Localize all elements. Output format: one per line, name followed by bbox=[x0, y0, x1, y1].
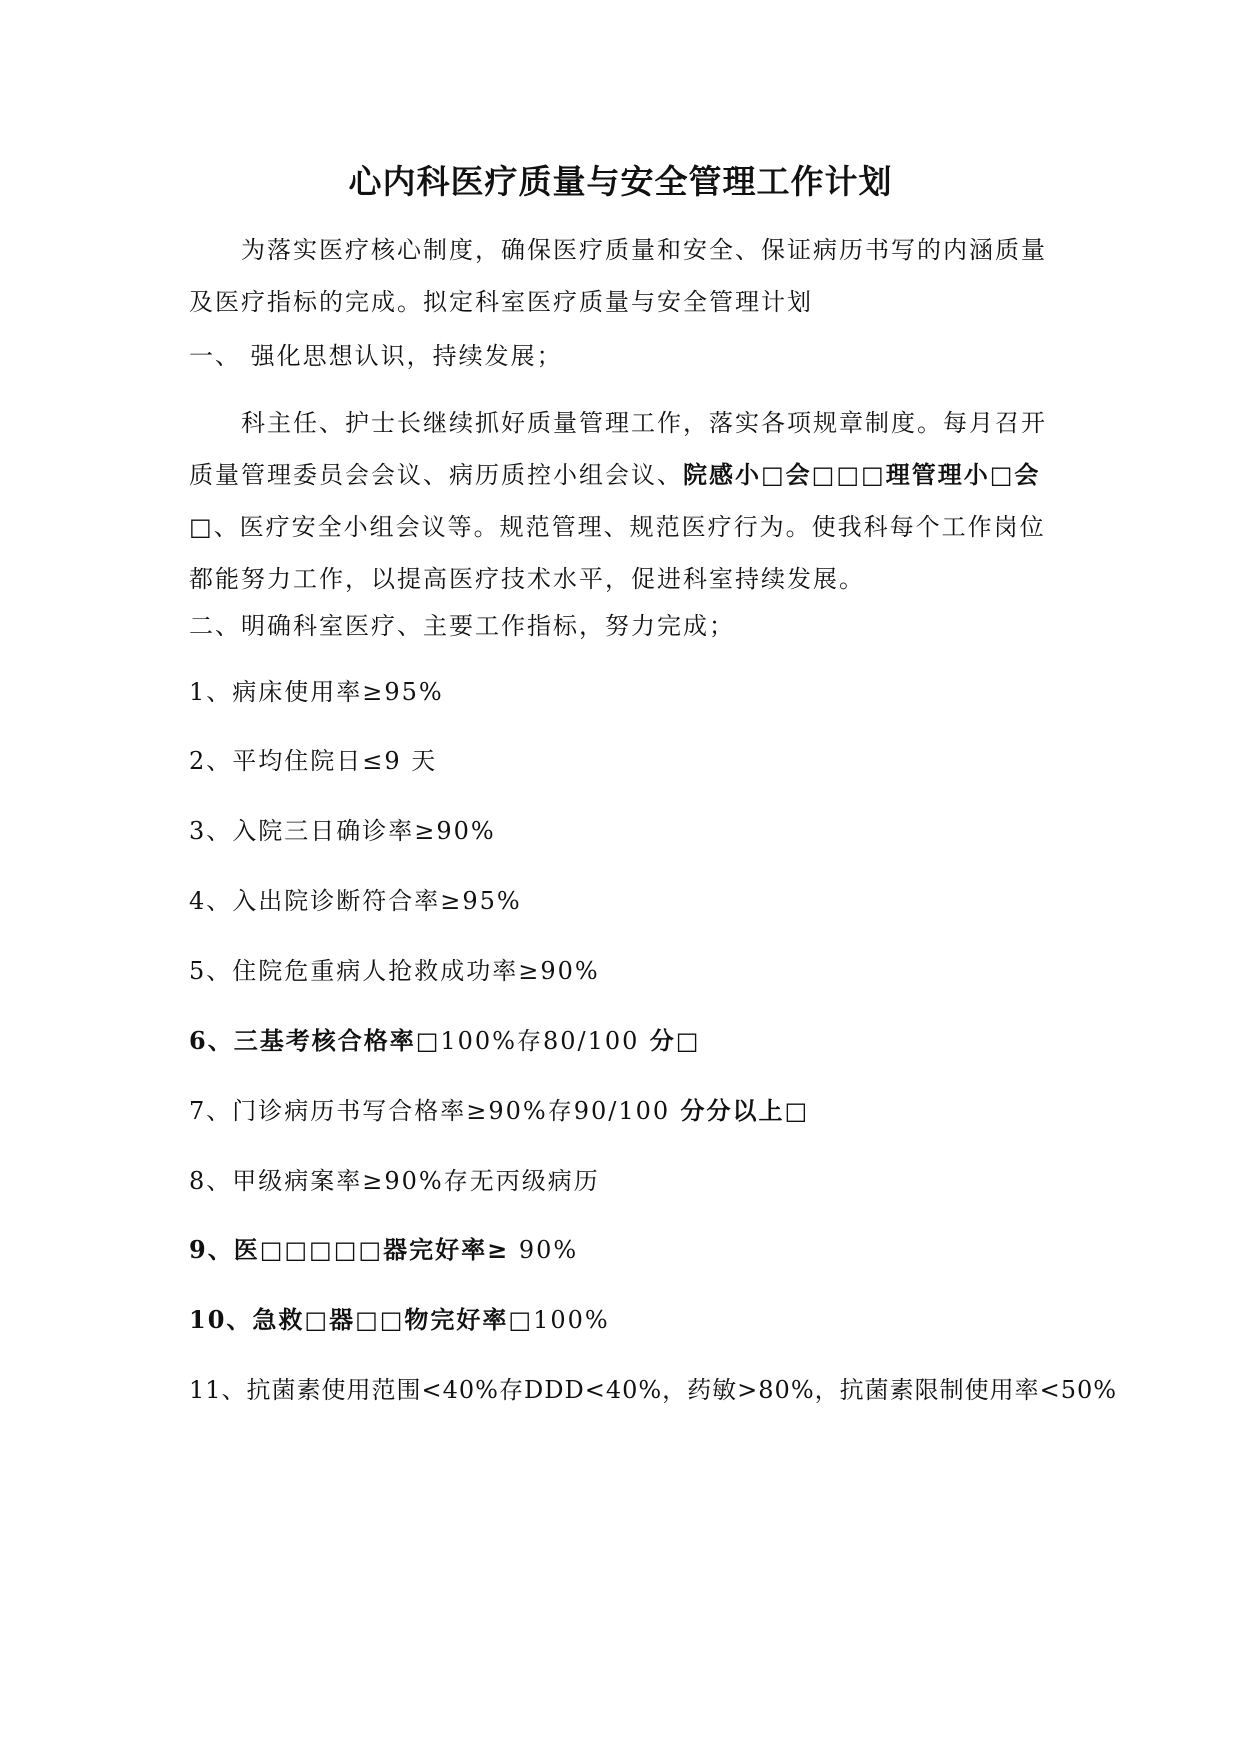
intro-paragraph: 为落实医疗核心制度，确保医疗质量和安全、保证病历书写的内涵质量及医疗指标的完成。拟定科室医疗质量与安全管理计划 bbox=[189, 236, 1047, 316]
section1-text-part2: 、医疗安全小组会议等。规范管理、规范医疗行为。使我科每个工作岗位都能努力工作，以提高医疗技术水平，促进科室持续发展。 bbox=[189, 513, 1046, 593]
list-item-7-suffix: 分分以上□ bbox=[670, 1096, 810, 1125]
list-item-2: 2、平均住院日≤9 天 bbox=[189, 747, 438, 775]
section1-text-part1: 科主任、护士长继续抓好质量管理工作，落实各项规章制度。每月召开质量管理委员会会议、病历质控小组会议、 bbox=[189, 409, 1047, 489]
list-item-7-label: 7、门诊病历书写合格率≥90%存90/100 bbox=[189, 1097, 671, 1125]
list-item-7 bbox=[189, 1091, 1064, 1131]
list-item-1: 1、病床使用率≥95% bbox=[189, 678, 444, 706]
list-item-10-value: 100% bbox=[533, 1306, 610, 1334]
list-item-8: 8、甲级病案率≥90%存无丙级病历 bbox=[189, 1167, 600, 1195]
list-item-9-label: 9、医□□□□□器完好率≥ bbox=[189, 1235, 510, 1264]
list-item-9 bbox=[189, 1230, 1064, 1270]
list-item-4: 4、入出院诊断符合率≥95% bbox=[189, 887, 522, 915]
section1-heading: 一、 强化思想认识，持续发展； bbox=[189, 342, 563, 370]
document-title: 心内科医疗质量与安全管理工作计划 bbox=[348, 162, 893, 201]
list-item-5: 5、住院危重病人抢救成功率≥90% bbox=[189, 957, 600, 985]
section2-heading: 二、明确科室医疗、主要工作指标，努力完成； bbox=[189, 612, 735, 640]
list-item-3: 3、入院三日确诊率≥90% bbox=[189, 817, 496, 845]
list-item-9-value: 90% bbox=[509, 1236, 579, 1264]
list-item-6-value: 100%存80/100 bbox=[440, 1027, 640, 1055]
list-item-10 bbox=[189, 1300, 1064, 1340]
section1-paragraph bbox=[189, 397, 1064, 605]
list-item-6 bbox=[189, 1021, 1064, 1061]
list-item-6-suffix: 分□ bbox=[639, 1026, 701, 1055]
list-item-10-label: 10、急救□器□□物完好率□ bbox=[189, 1305, 534, 1334]
list-item-11: 11、抗菌素使用范围<40%存DDD<40%，药敏>80%，抗菌素限制使用率<50% bbox=[189, 1376, 1118, 1404]
section1-text-bold: 院感小□会□□□理管理小□会□ bbox=[189, 460, 1041, 541]
list-item-6-label: 6、三基考核合格率□ bbox=[189, 1026, 441, 1055]
